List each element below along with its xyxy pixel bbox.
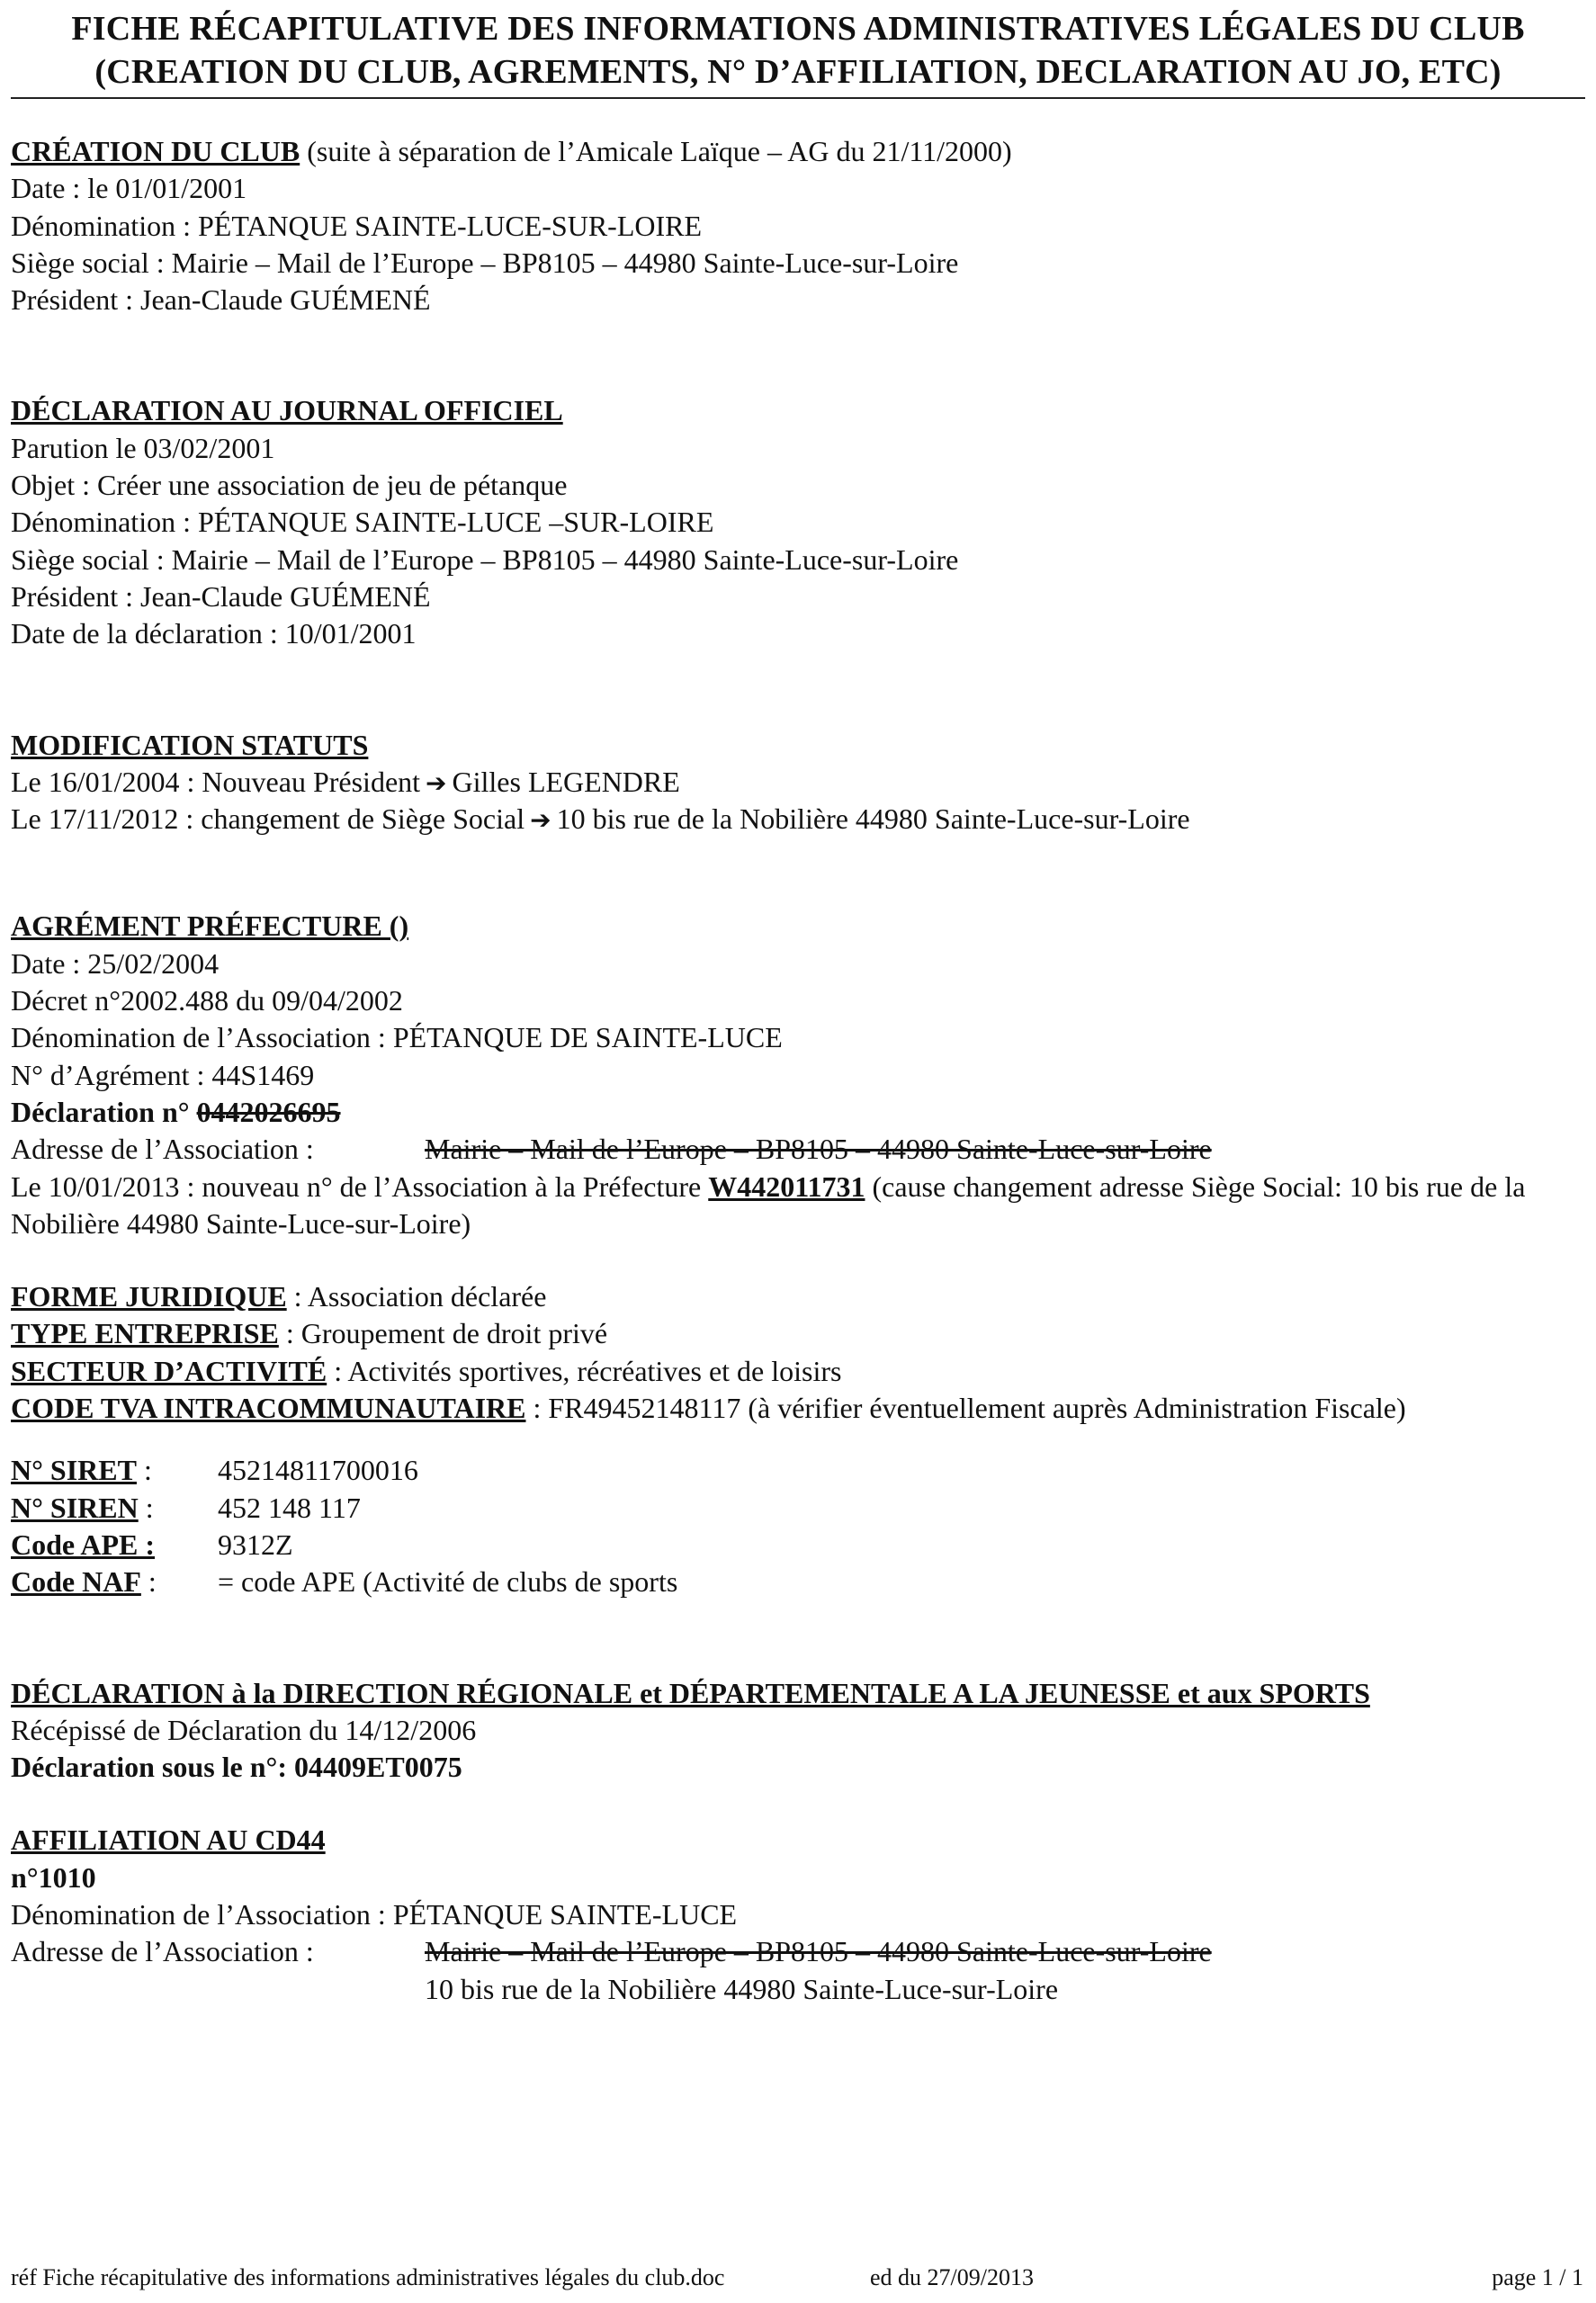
siret-line: [11, 1452, 1585, 1489]
siret-sep: :: [136, 1454, 152, 1487]
affiliation-adresse-line: [11, 1933, 1585, 1970]
siren-value: 452 148 117: [218, 1491, 361, 1524]
jo-date-declaration: Date de la déclaration : 10/01/2001: [11, 617, 417, 650]
affiliation-denomination: Dénomination de l’Association : PÉTANQUE SAINTE-LUCE: [11, 1897, 738, 1931]
creation-president: Président : Jean-Claude GUÉMENÉ: [11, 283, 431, 317]
modification-president-date: Le 16/01/2004 : Nouveau Président: [11, 765, 421, 798]
footer-reference: réf Fiche récapitulative des informations administratives légales du club.doc: [11, 2264, 725, 2290]
drdjs-numero: Déclaration sous le n°: 04409ET0075: [11, 1751, 462, 1784]
modification-siege-date: Le 17/11/2012 : changement de Siège Social: [11, 802, 525, 836]
arrow-right-icon: ➔: [530, 805, 551, 836]
jo-president: Président : Jean-Claude GUÉMENÉ: [11, 579, 431, 613]
forme-label: FORME JURIDIQUE: [11, 1280, 287, 1313]
jo-denomination: Dénomination : PÉTANQUE SAINTE-LUCE –SUR-LOIRE: [11, 506, 714, 539]
document-title: [0, 7, 1596, 94]
forme-juridique-line: [11, 1278, 1585, 1315]
creation-heading-line: [11, 133, 1585, 170]
section-forme-juridique: [11, 1278, 1585, 1427]
section-drdjs: [11, 1675, 1585, 1787]
secteur-label: SECTEUR D’ACTIVITÉ: [11, 1354, 327, 1387]
document-body: [11, 133, 1585, 2008]
siren-label: N° SIREN: [11, 1491, 139, 1524]
agrement-heading: AGRÉMENT PRÉFECTURE (): [11, 910, 409, 943]
section-creation: [11, 133, 1585, 318]
creation-heading: CRÉATION DU CLUB: [11, 135, 300, 167]
agrement-nouveau-text-a: Le 10/01/2013 : nouveau n° de l’Association à la Préfecture: [11, 1169, 709, 1203]
agrement-nouveau-text-b: (cause changement adresse Siège Social: 10 bis rue de la Nobilière 44980 Sainte-Luce-sur-Loire): [11, 1169, 1526, 1240]
creation-siege: Siège social : Mairie – Mail de l’Europe – BP8105 – 44980 Sainte-Luce-sur-Loire: [11, 246, 959, 279]
creation-denomination: Dénomination : PÉTANQUE SAINTE-LUCE-SUR-LOIRE: [11, 209, 703, 242]
section-modification-statuts: [11, 727, 1585, 838]
affiliation-heading: AFFILIATION AU CD44: [11, 1824, 326, 1857]
secteur-activite-line: [11, 1353, 1585, 1390]
modification-siege-address: 10 bis rue de la Nobilière 44980 Sainte-Luce-sur-Loire: [556, 802, 1190, 836]
tva-value: : FR49452148117 (à vérifier éventuellement auprès Administration Fiscale): [525, 1392, 1406, 1425]
drdjs-recepisse: Récépissé de Déclaration du 14/12/2006: [11, 1713, 477, 1746]
ape-label: Code APE :: [11, 1528, 155, 1561]
jo-heading: DÉCLARATION AU JOURNAL OFFICIEL: [11, 394, 563, 427]
agrement-declaration-line: [11, 1094, 1585, 1131]
modification-siege-line: [11, 801, 1585, 838]
siret-value: 45214811700016: [218, 1454, 418, 1487]
creation-heading-note: (suite à séparation de l’Amicale Laïque – AG du 21/11/2000): [300, 135, 1012, 167]
affiliation-adresse-label: Adresse de l’Association :: [11, 1935, 314, 1968]
spacer: [11, 1601, 1585, 1675]
code-tva-line: [11, 1390, 1585, 1427]
spacer: [11, 653, 1585, 727]
agrement-numero: N° d’Agrément : 44S1469: [11, 1058, 315, 1091]
section-agrement-prefecture: [11, 908, 1585, 1242]
agrement-adresse-line: [11, 1131, 1585, 1168]
spacer: [11, 1427, 1585, 1452]
agrement-nouveau-num: W442011731: [708, 1169, 865, 1203]
title-line-1: FICHE RÉCAPITULATIVE DES INFORMATIONS ADMINISTRATIVES LÉGALES DU CLUB: [71, 10, 1525, 48]
affiliation-numero: n°1010: [11, 1860, 96, 1894]
agrement-denomination: Dénomination de l’Association : PÉTANQUE DE SAINTE-LUCE: [11, 1021, 783, 1054]
jo-parution: Parution le 03/02/2001: [11, 431, 275, 464]
secteur-value: : Activités sportives, récréatives et de loisirs: [327, 1354, 842, 1387]
spacer: [11, 838, 1585, 908]
type-entreprise-line: [11, 1315, 1585, 1352]
title-divider: [11, 97, 1585, 99]
agrement-adresse-label: Adresse de l’Association :: [11, 1133, 314, 1166]
naf-sep: :: [140, 1565, 157, 1599]
spacer: [11, 318, 1585, 392]
naf-value: = code APE (Activité de clubs de sports: [218, 1565, 678, 1599]
type-value: : Groupement de droit privé: [278, 1317, 608, 1350]
section-affiliation: [11, 1822, 1585, 2007]
modification-president-line: [11, 764, 1585, 801]
arrow-right-icon: ➔: [426, 767, 447, 798]
siren-sep: :: [138, 1491, 154, 1524]
footer-page-number: page 1 / 1: [1492, 2264, 1583, 2290]
modification-heading: MODIFICATION STATUTS: [11, 728, 369, 761]
agrement-date: Date : 25/02/2004: [11, 946, 220, 980]
forme-value: : Association déclarée: [286, 1280, 547, 1313]
naf-line: [11, 1564, 1585, 1600]
type-label: TYPE ENTREPRISE: [11, 1317, 279, 1350]
jo-objet: Objet : Créer une association de jeu de pétanque: [11, 469, 568, 502]
creation-date: Date : le 01/01/2001: [11, 172, 247, 205]
siren-line: [11, 1490, 1585, 1527]
siret-label: N° SIRET: [11, 1454, 137, 1487]
section-journal-officiel: [11, 392, 1585, 652]
title-line-2: (CREATION DU CLUB, AGREMENTS, N° D’AFFILIATION, DECLARATION AU JO, ETC): [94, 53, 1502, 91]
agrement-declaration-label: Déclaration n°: [11, 1095, 197, 1128]
agrement-declaration-struck: 0442026695: [196, 1095, 341, 1128]
spacer: [11, 1786, 1585, 1822]
ape-value: 9312Z: [218, 1528, 293, 1561]
ape-line: [11, 1527, 1585, 1564]
modification-president-name: Gilles LEGENDRE: [452, 765, 680, 798]
agrement-nouveau-numero: [11, 1169, 1585, 1243]
agrement-adresse-struck: Mairie – Mail de l’Europe – BP8105 – 44980 Sainte-Luce-sur-Loire: [425, 1133, 1212, 1166]
spacer: [11, 1242, 1585, 1278]
footer-edition-date: ed du 27/09/2013: [870, 2264, 1034, 2290]
naf-label: Code NAF: [11, 1565, 141, 1599]
affiliation-adresse-struck: Mairie – Mail de l’Europe – BP8105 – 44980 Sainte-Luce-sur-Loire: [425, 1935, 1212, 1968]
tva-label: CODE TVA INTRACOMMUNAUTAIRE: [11, 1392, 526, 1425]
affiliation-adresse-new: 10 bis rue de la Nobilière 44980 Sainte-Luce-sur-Loire: [425, 1972, 1059, 2005]
jo-siege: Siège social : Mairie – Mail de l’Europe – BP8105 – 44980 Sainte-Luce-sur-Loire: [11, 542, 959, 576]
agrement-decret: Décret n°2002.488 du 09/04/2002: [11, 984, 403, 1017]
drdjs-heading: DÉCLARATION à la DIRECTION RÉGIONALE et DÉPARTEMENTALE A LA JEUNESSE et aux SPORTS: [11, 1676, 1370, 1709]
section-codes: [11, 1452, 1585, 1600]
